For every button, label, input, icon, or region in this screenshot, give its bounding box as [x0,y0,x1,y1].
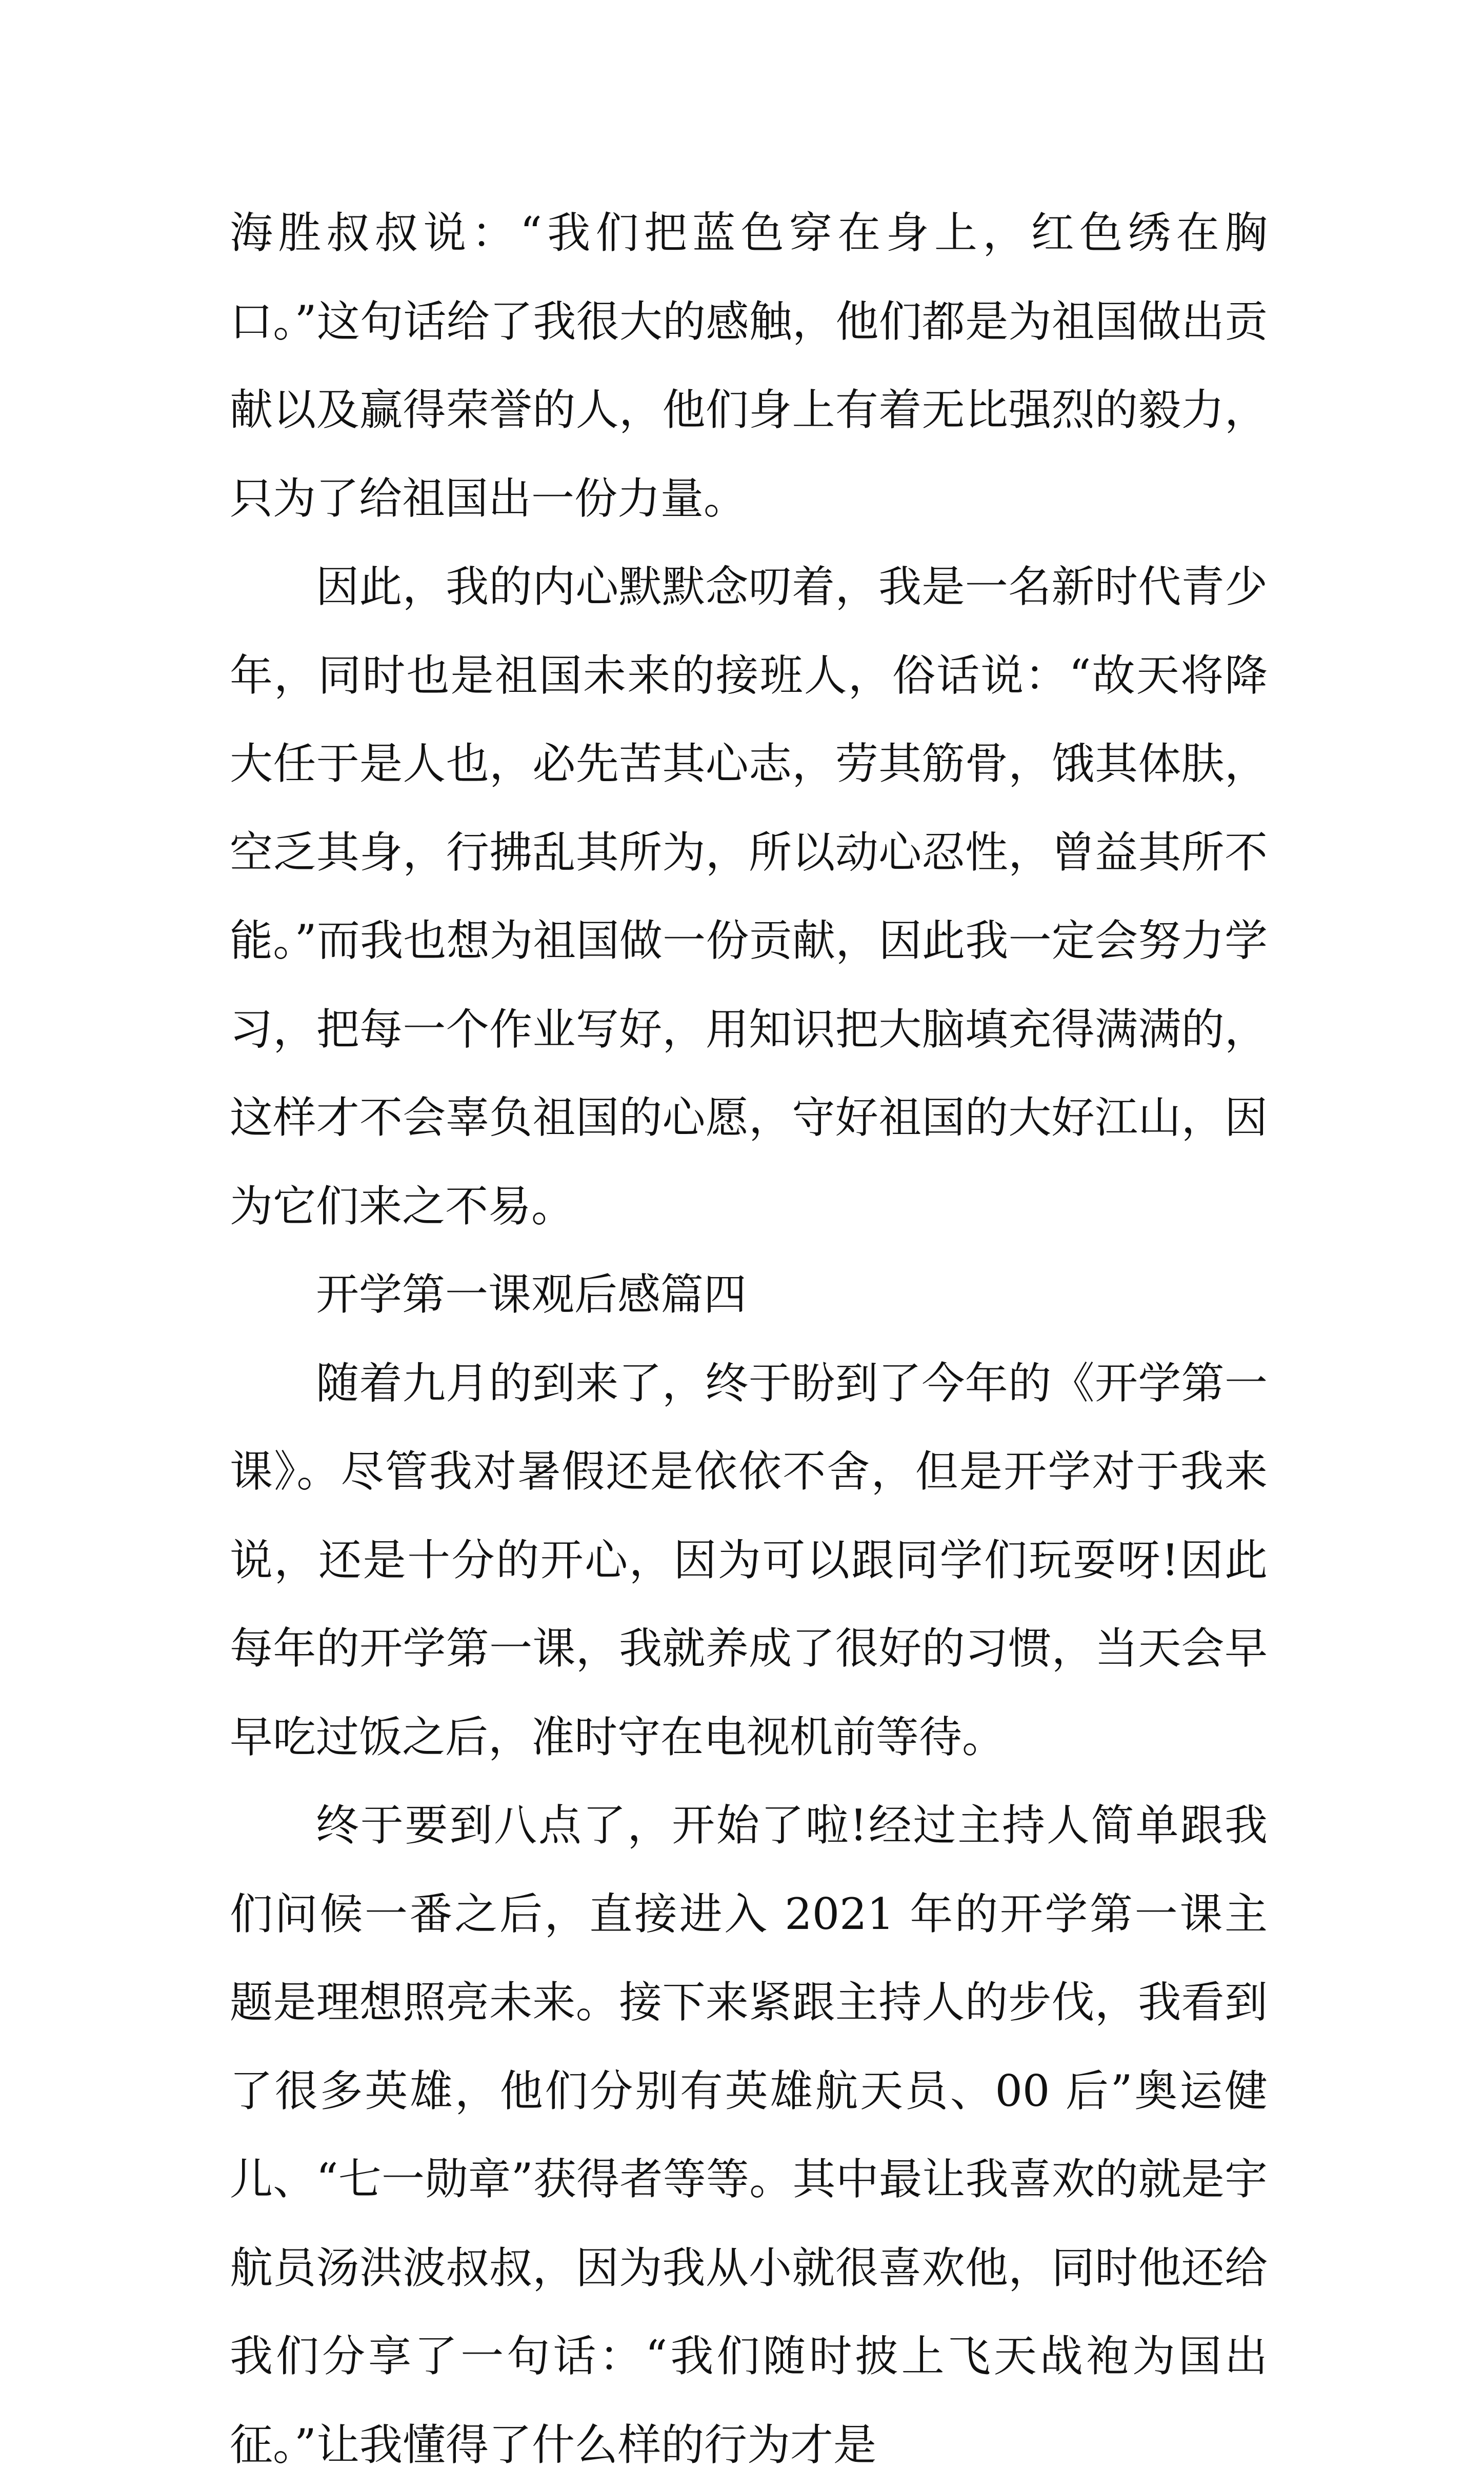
document-body [230,189,1268,2489]
paragraph-1: 海胜叔叔说：“我们把蓝色穿在身上，红色绣在胸口。”这句话给了我很大的感触，他们都是为祖国做出贡献以及赢得荣誉的人，他们身上有着无比强烈的毅力，只为了给祖国出一份力量。 [230,208,1268,524]
paragraph-2: 因此，我的内心默默念叨着，我是一名新时代青少年，同时也是祖国未来的接班人，俗话说：“故天将降大任于是人也，必先苦其心志，劳其筋骨，饿其体肤，空乏其身，行拂乱其所为，所以动心忍性，曾益其所不能。”而我也想为祖国做一份贡献，因此我一定会努力学习，把每一个作业写好，用知识把大脑填充得满满的，这样才不会辜负祖国的心愿，守好祖国的大好江山，因为它们来之不易。 [230,562,1268,1231]
paragraph-4: 终于要到八点了，开始了啦!经过主持人简单跟我们问候一番之后，直接进入 2021 年的开学第一课主题是理想照亮未来。接下来紧跟主持人的步伐，我看到了很多英雄，他们分别有英雄航天员、00 后”奥运健儿、“七一勋章”获得者等等。其中最让我喜欢的就是宇航员汤洪波叔叔，因为我从小就很喜欢他，同时他还给我们分享了一句话：“我们随时披上飞天战袍为国出征。”让我懂得了什么样的行为才是 [230,1800,1268,2470]
paragraph-3: 随着九月的到来了，终于盼到了今年的《开学第一课》。尽管我对暑假还是依依不舍，但是开学对于我来说，还是十分的开心，因为可以跟同学们玩耍呀!因此每年的开学第一课，我就养成了很好的习惯，当天会早早吃过饭之后，准时守在电视机前等待。 [230,1358,1268,1762]
section-heading: 开学第一课观后感篇四 [316,1269,747,1320]
